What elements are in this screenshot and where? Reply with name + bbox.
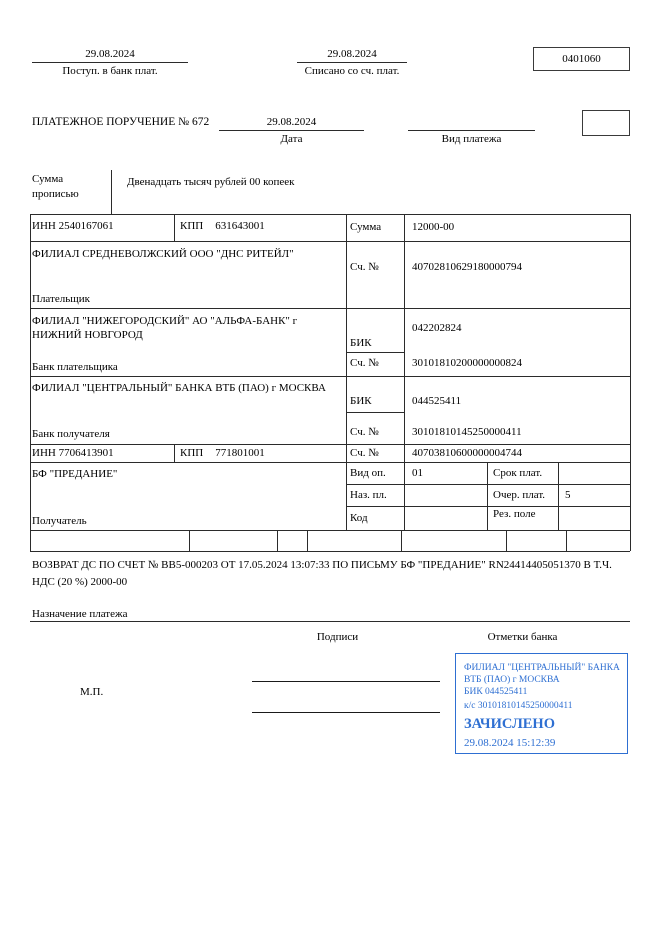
payee-kpp: КПП 771801001 xyxy=(180,447,265,459)
payer-account: 40702810629180000794 xyxy=(412,261,522,273)
payer-bank-section-label: Банк плательщика xyxy=(32,361,118,373)
received-date: 29.08.2024 xyxy=(32,48,188,63)
payer-bank-name-line2: НИЖНИЙ НОВГОРОД xyxy=(32,329,143,341)
bank-marks-heading: Отметки банка xyxy=(487,631,558,643)
grid-hline xyxy=(30,241,630,242)
status-code-box xyxy=(582,110,630,136)
naz-pl-label: Наз. пл. xyxy=(350,489,387,501)
form-code: 0401060 xyxy=(562,53,601,65)
grid-vline xyxy=(566,530,567,551)
stamp-bank-name-line1: ФИЛИАЛ "ЦЕНТРАЛЬНЫЙ" БАНКА xyxy=(464,663,620,673)
amount-words-value: Двенадцать тысяч рублей 00 копеек xyxy=(127,176,295,188)
payer-bank-bik-label: БИК xyxy=(350,337,372,349)
payer-inn: ИНН 2540167061 xyxy=(32,220,114,232)
document-date-field xyxy=(219,116,364,146)
ocher-plat-label: Очер. плат. xyxy=(493,489,546,501)
payment-purpose-text: ВОЗВРАТ ДС ПО СЧЕТ № ВВ5-000203 ОТ 17.05.2024 13:07:33 ПО ПИСЬМУ БФ "ПРЕДАНИЕ" RN24414405051370 В Т.Ч. НДС (20 %) 2000-00 xyxy=(32,559,612,588)
vid-op-value: 01 xyxy=(412,467,423,479)
debited-from-account-field xyxy=(297,48,407,78)
vid-op-label: Вид оп. xyxy=(350,467,386,479)
payer-section-label: Плательщик xyxy=(32,293,90,305)
document-date: 29.08.2024 xyxy=(219,116,364,131)
stamp-status: ЗАЧИСЛЕНО xyxy=(464,716,555,732)
amount-words-label-line2: прописью xyxy=(32,188,79,200)
kod-label: Код xyxy=(350,512,368,524)
grid-vline xyxy=(506,530,507,551)
grid-hline xyxy=(30,530,630,531)
stamp-corr-account: к/с 30101810145250000411 xyxy=(464,701,573,711)
payer-bank-name-line1: ФИЛИАЛ "НИЖЕГОРОДСКИЙ" АО "АЛЬФА-БАНК" г xyxy=(32,315,298,327)
payee-bank-bik-label: БИК xyxy=(350,395,372,407)
grid-vline xyxy=(404,214,405,530)
seal-place-label: М.П. xyxy=(80,686,104,698)
payer-name: ФИЛИАЛ СРЕДНЕВОЛЖСКИЙ ООО "ДНС РИТЕЙЛ" xyxy=(32,248,294,260)
grid-hline xyxy=(346,412,404,413)
grid-vline xyxy=(277,530,278,551)
grid-vline xyxy=(174,214,175,241)
signature-line-2 xyxy=(252,712,440,713)
grid-hline xyxy=(30,551,630,552)
form-code-box xyxy=(533,47,630,71)
stamp-bik: БИК 044525411 xyxy=(464,687,528,697)
payment-type-field xyxy=(408,116,535,146)
payer-bank-bik: 042202824 xyxy=(412,322,462,334)
received-date-label: Поступ. в банк плат. xyxy=(62,65,158,77)
grid-hline xyxy=(346,506,630,507)
bank-stamp xyxy=(455,653,628,754)
payee-inn: ИНН 7706413901 xyxy=(32,447,114,459)
debited-date-label: Списано со сч. плат. xyxy=(304,65,400,77)
payer-bank-account: 30101810200000000824 xyxy=(412,357,522,369)
amount-value: 12000-00 xyxy=(412,221,455,233)
purpose-underline xyxy=(30,621,630,622)
payment-type-value xyxy=(408,116,535,131)
grid-vline xyxy=(401,530,402,551)
grid-vline xyxy=(558,462,559,530)
srok-plat-label: Срок плат. xyxy=(493,467,543,479)
payee-bank-account-label: Сч. № xyxy=(350,426,379,438)
payment-type-label: Вид платежа xyxy=(441,133,502,145)
document-date-label: Дата xyxy=(280,133,303,145)
payee-section-label: Получатель xyxy=(32,515,87,527)
signature-line-1 xyxy=(252,681,440,682)
purpose-section-label: Назначение платежа xyxy=(32,608,128,620)
rez-pole-label: Рез. поле xyxy=(493,508,536,520)
payee-name: БФ "ПРЕДАНИЕ" xyxy=(32,468,118,480)
payer-bank-account-label: Сч. № xyxy=(350,357,379,369)
payer-kpp: КПП 631643001 xyxy=(180,220,265,232)
payee-bank-account: 30101810145250000411 xyxy=(412,426,522,438)
document-title: ПЛАТЕЖНОЕ ПОРУЧЕНИЕ № 672 xyxy=(32,116,210,128)
amount-label: Сумма xyxy=(350,221,382,233)
grid-hline xyxy=(30,462,630,463)
amount-words-divider xyxy=(111,170,112,214)
payee-bank-bik: 044525411 xyxy=(412,395,462,407)
grid-vline xyxy=(487,462,488,530)
grid-vline xyxy=(630,214,631,551)
grid-hline xyxy=(30,214,630,215)
grid-vline xyxy=(189,530,190,551)
debited-date: 29.08.2024 xyxy=(297,48,407,63)
grid-vline xyxy=(174,444,175,462)
payee-account-label: Сч. № xyxy=(350,447,379,459)
signatures-heading: Подписи xyxy=(316,631,359,643)
payer-account-label: Сч. № xyxy=(350,261,379,273)
received-in-bank-field xyxy=(32,48,188,78)
grid-hline xyxy=(30,376,630,377)
ocher-plat-value: 5 xyxy=(565,489,571,501)
grid-vline xyxy=(307,530,308,551)
stamp-datetime: 29.08.2024 15:12:39 xyxy=(464,737,556,749)
grid-vline xyxy=(30,214,31,551)
grid-hline xyxy=(346,352,404,353)
grid-hline xyxy=(30,308,630,309)
stamp-bank-name-line2: ВТБ (ПАО) г МОСКВА xyxy=(464,675,560,685)
payee-bank-name: ФИЛИАЛ "ЦЕНТРАЛЬНЫЙ" БАНКА ВТБ (ПАО) г МОСКВА xyxy=(32,382,326,394)
amount-words-label-line1: Сумма xyxy=(32,173,64,185)
grid-hline xyxy=(30,444,630,445)
grid-vline xyxy=(346,214,347,530)
grid-hline xyxy=(346,484,630,485)
payee-account: 40703810600000004744 xyxy=(412,447,522,459)
payee-bank-section-label: Банк получателя xyxy=(32,428,110,440)
